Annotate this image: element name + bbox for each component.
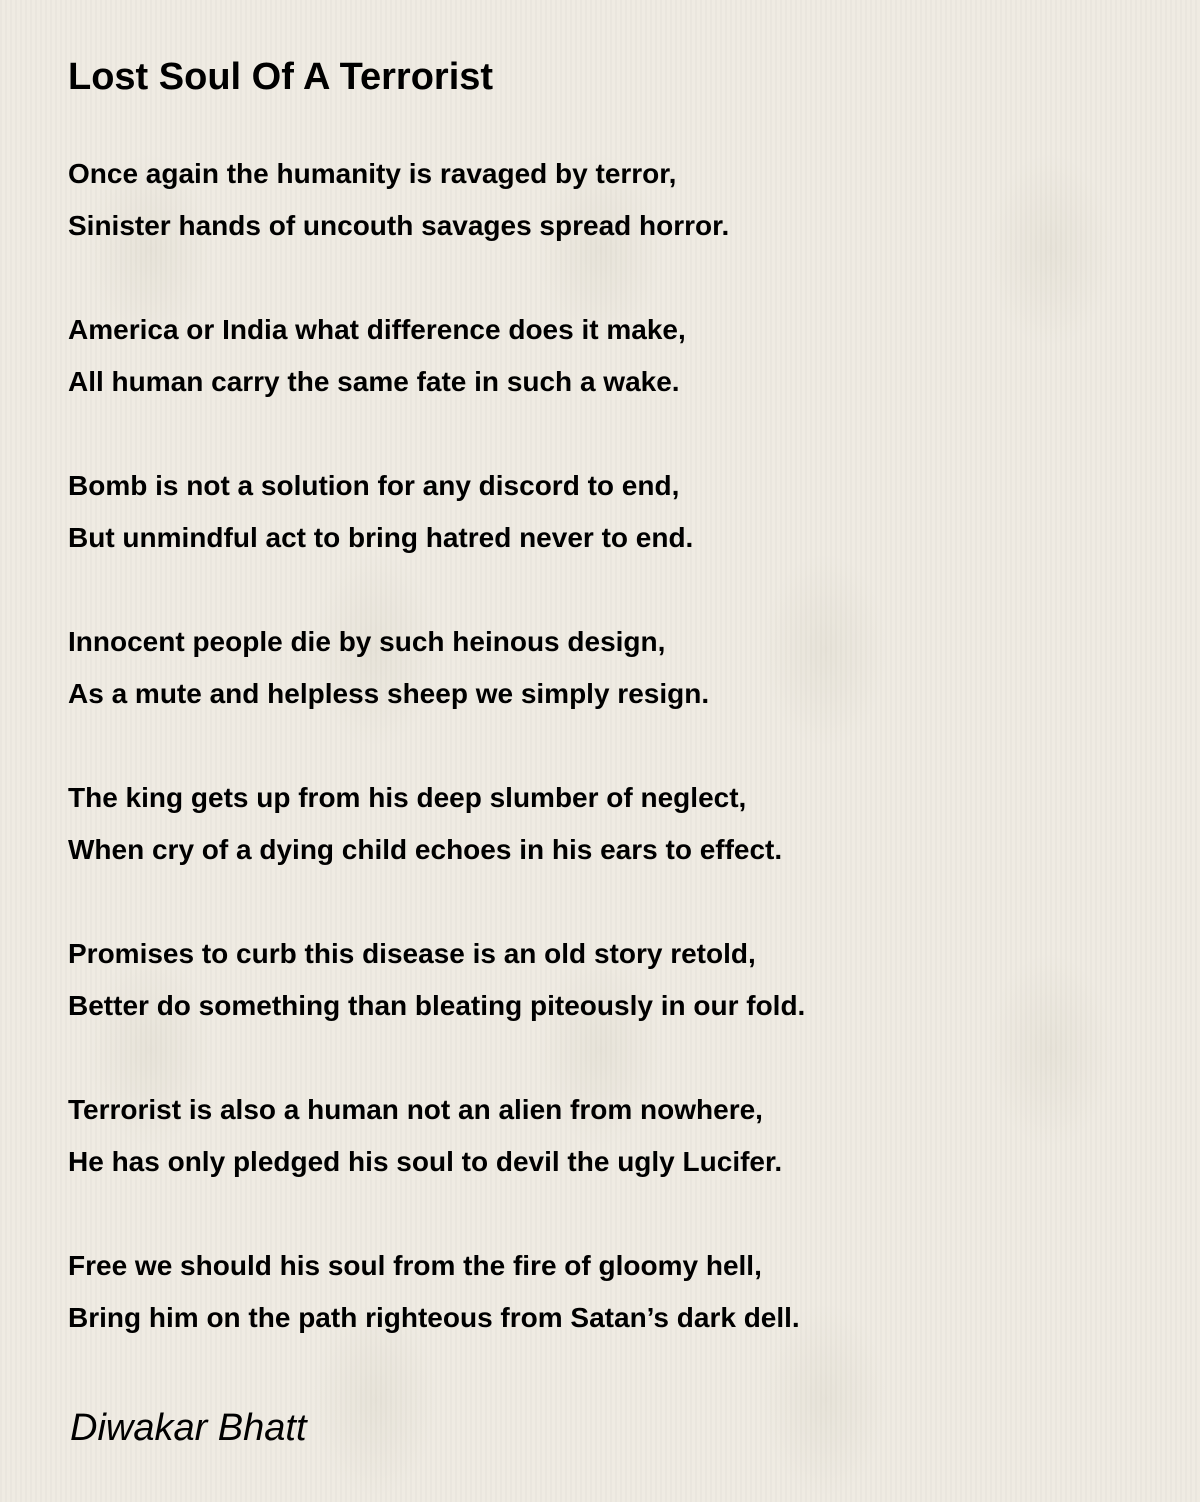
stanza [68,304,805,408]
poem-line: Free we should his soul from the fire of gloomy hell, [68,1250,762,1281]
poem-line: But unmindful act to bring hatred never to end. [68,522,694,553]
poem-line: America or India what difference does it make, [68,314,686,345]
poem-line: Promises to curb this disease is an old story retold, [68,938,756,969]
poem-line: Once again the humanity is ravaged by terror, [68,158,677,189]
stanza [68,928,805,1032]
poem-line: Innocent people die by such heinous design, [68,626,666,657]
poem-line: All human carry the same fate in such a wake. [68,366,680,397]
poem-body [68,148,805,1396]
poem-line: As a mute and helpless sheep we simply resign. [68,678,710,709]
stanza [68,772,805,876]
stanza [68,1084,805,1188]
poem-line: Terrorist is also a human not an alien from nowhere, [68,1094,763,1125]
poem-line: Bring him on the path righteous from Satan’s dark dell. [68,1302,800,1333]
stanza [68,460,805,564]
poem-line: He has only pledged his soul to devil the ugly Lucifer. [68,1146,783,1177]
poem-line: The king gets up from his deep slumber of neglect, [68,782,747,813]
poem-author: Diwakar Bhatt [70,1407,307,1449]
stanza [68,148,805,252]
poem-line: Sinister hands of uncouth savages spread horror. [68,210,730,241]
poem-line: When cry of a dying child echoes in his ears to effect. [68,834,783,865]
poem-line: Bomb is not a solution for any discord to end, [68,470,680,501]
poem-title: Lost Soul Of A Terrorist [68,56,494,98]
poem-line: Better do something than bleating piteously in our fold. [68,990,806,1021]
stanza [68,1240,805,1344]
stanza [68,616,805,720]
